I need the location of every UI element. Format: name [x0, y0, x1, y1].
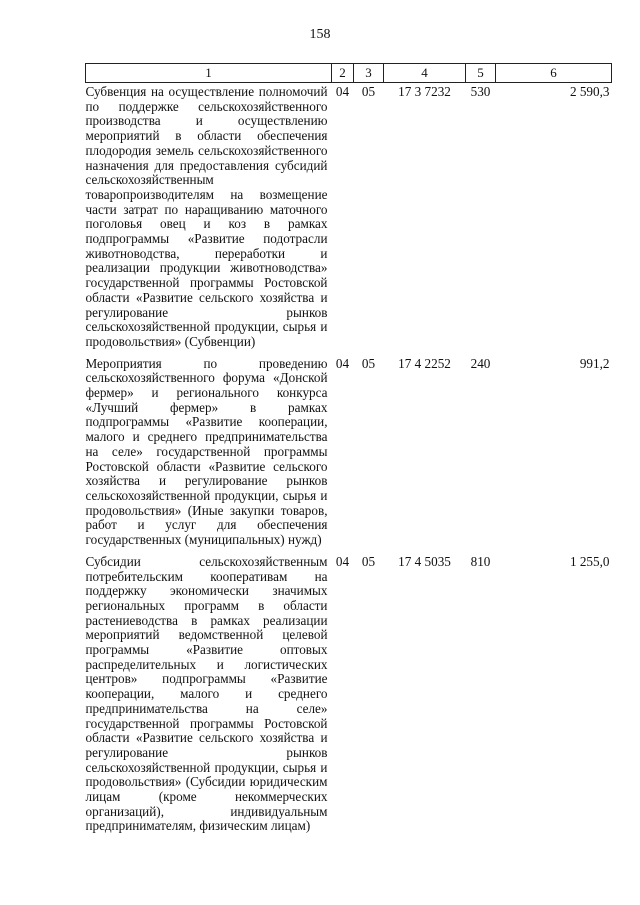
- row-subsection-code: 05: [361, 84, 376, 99]
- header-col-3: 3: [354, 64, 384, 83]
- row-description: Субсидии сельскохозяйственным потребительским кооперативам на поддержку экономически значимых региональных программ в области растениеводства в рамках реализации мероприятий ведомственной целевой программы «Развитие оптовых распределительных и логистических центров» подпрограммы «Развитие кооперации, малого и среднего предпринимательства на селе» государственной программы Ростовской области «Развитие сельского хозяйства и регулирование рынков сельскохозяйственной продукции, сырья и продовольствия» (Субсидии юридическим лицам (кроме некоммерческих организаций), индивидуальным предпринимателям, физическим лицам): [85, 553, 328, 834]
- row-section-code: 04: [335, 553, 350, 569]
- row-amount: 1 255,0: [569, 553, 610, 569]
- header-row: [86, 64, 612, 83]
- table-body: [86, 83, 612, 840]
- row-subsection-code: 05: [361, 355, 376, 371]
- row-amount: 2 590,3: [569, 84, 610, 99]
- table-row: [86, 553, 612, 839]
- row-target-article: 17 4 5035: [398, 553, 451, 569]
- header-col-6: 6: [496, 64, 612, 83]
- row-expense-type: 810: [470, 553, 491, 569]
- header-col-5: 5: [466, 64, 496, 83]
- row-amount: 991,2: [579, 355, 610, 371]
- row-subsection-code: 05: [361, 553, 376, 569]
- row-section-code: 04: [335, 355, 350, 371]
- budget-table: [85, 63, 612, 839]
- table-header: [86, 64, 612, 83]
- page-number: 158: [309, 27, 331, 42]
- row-expense-type: 240: [470, 355, 491, 371]
- row-target-article: 17 4 2252: [398, 355, 451, 371]
- table-row: [86, 355, 612, 553]
- header-col-1: 1: [86, 64, 332, 83]
- table-row: [86, 83, 612, 355]
- row-target-article: 17 3 7232: [398, 84, 451, 99]
- row-description: Мероприятия по проведению сельскохозяйственного форума «Донской фермер» и регионального конкурса «Лучший фермер» в рамках подпрограммы «Развитие кооперации, малого и среднего предпринимательства на селе» государственной программы Ростовской области «Развитие сельского хозяйства и регулирование рынков сельскохозяйственной продукции, сырья и продовольствия» (Иные закупки товаров, работ и услуг для обеспечения государственных (муниципальных) нужд): [85, 355, 328, 548]
- row-section-code: 04: [335, 84, 350, 99]
- header-col-2: 2: [332, 64, 354, 83]
- row-expense-type: 530: [470, 84, 491, 99]
- header-col-4: 4: [384, 64, 466, 83]
- row-description: Субвенция на осуществление полномочий по поддержке сельскохозяйственного производства и осуществлению мероприятий в области обеспечения плодородия земель сельскохозяйственного назначения для предоставления субсидий сельскохозяйственным товаропроизводителям на возмещение части затрат по наращиванию маточного поголовья овец и коз в рамках подпрограммы «Развитие подотрасли животноводства, переработки и реализации продукции животноводства» государственной программы Ростовской области «Развитие сельского хозяйства и регулирование рынков сельскохозяйственной продукции, сырья и продовольствия» (Субвенции): [85, 84, 328, 349]
